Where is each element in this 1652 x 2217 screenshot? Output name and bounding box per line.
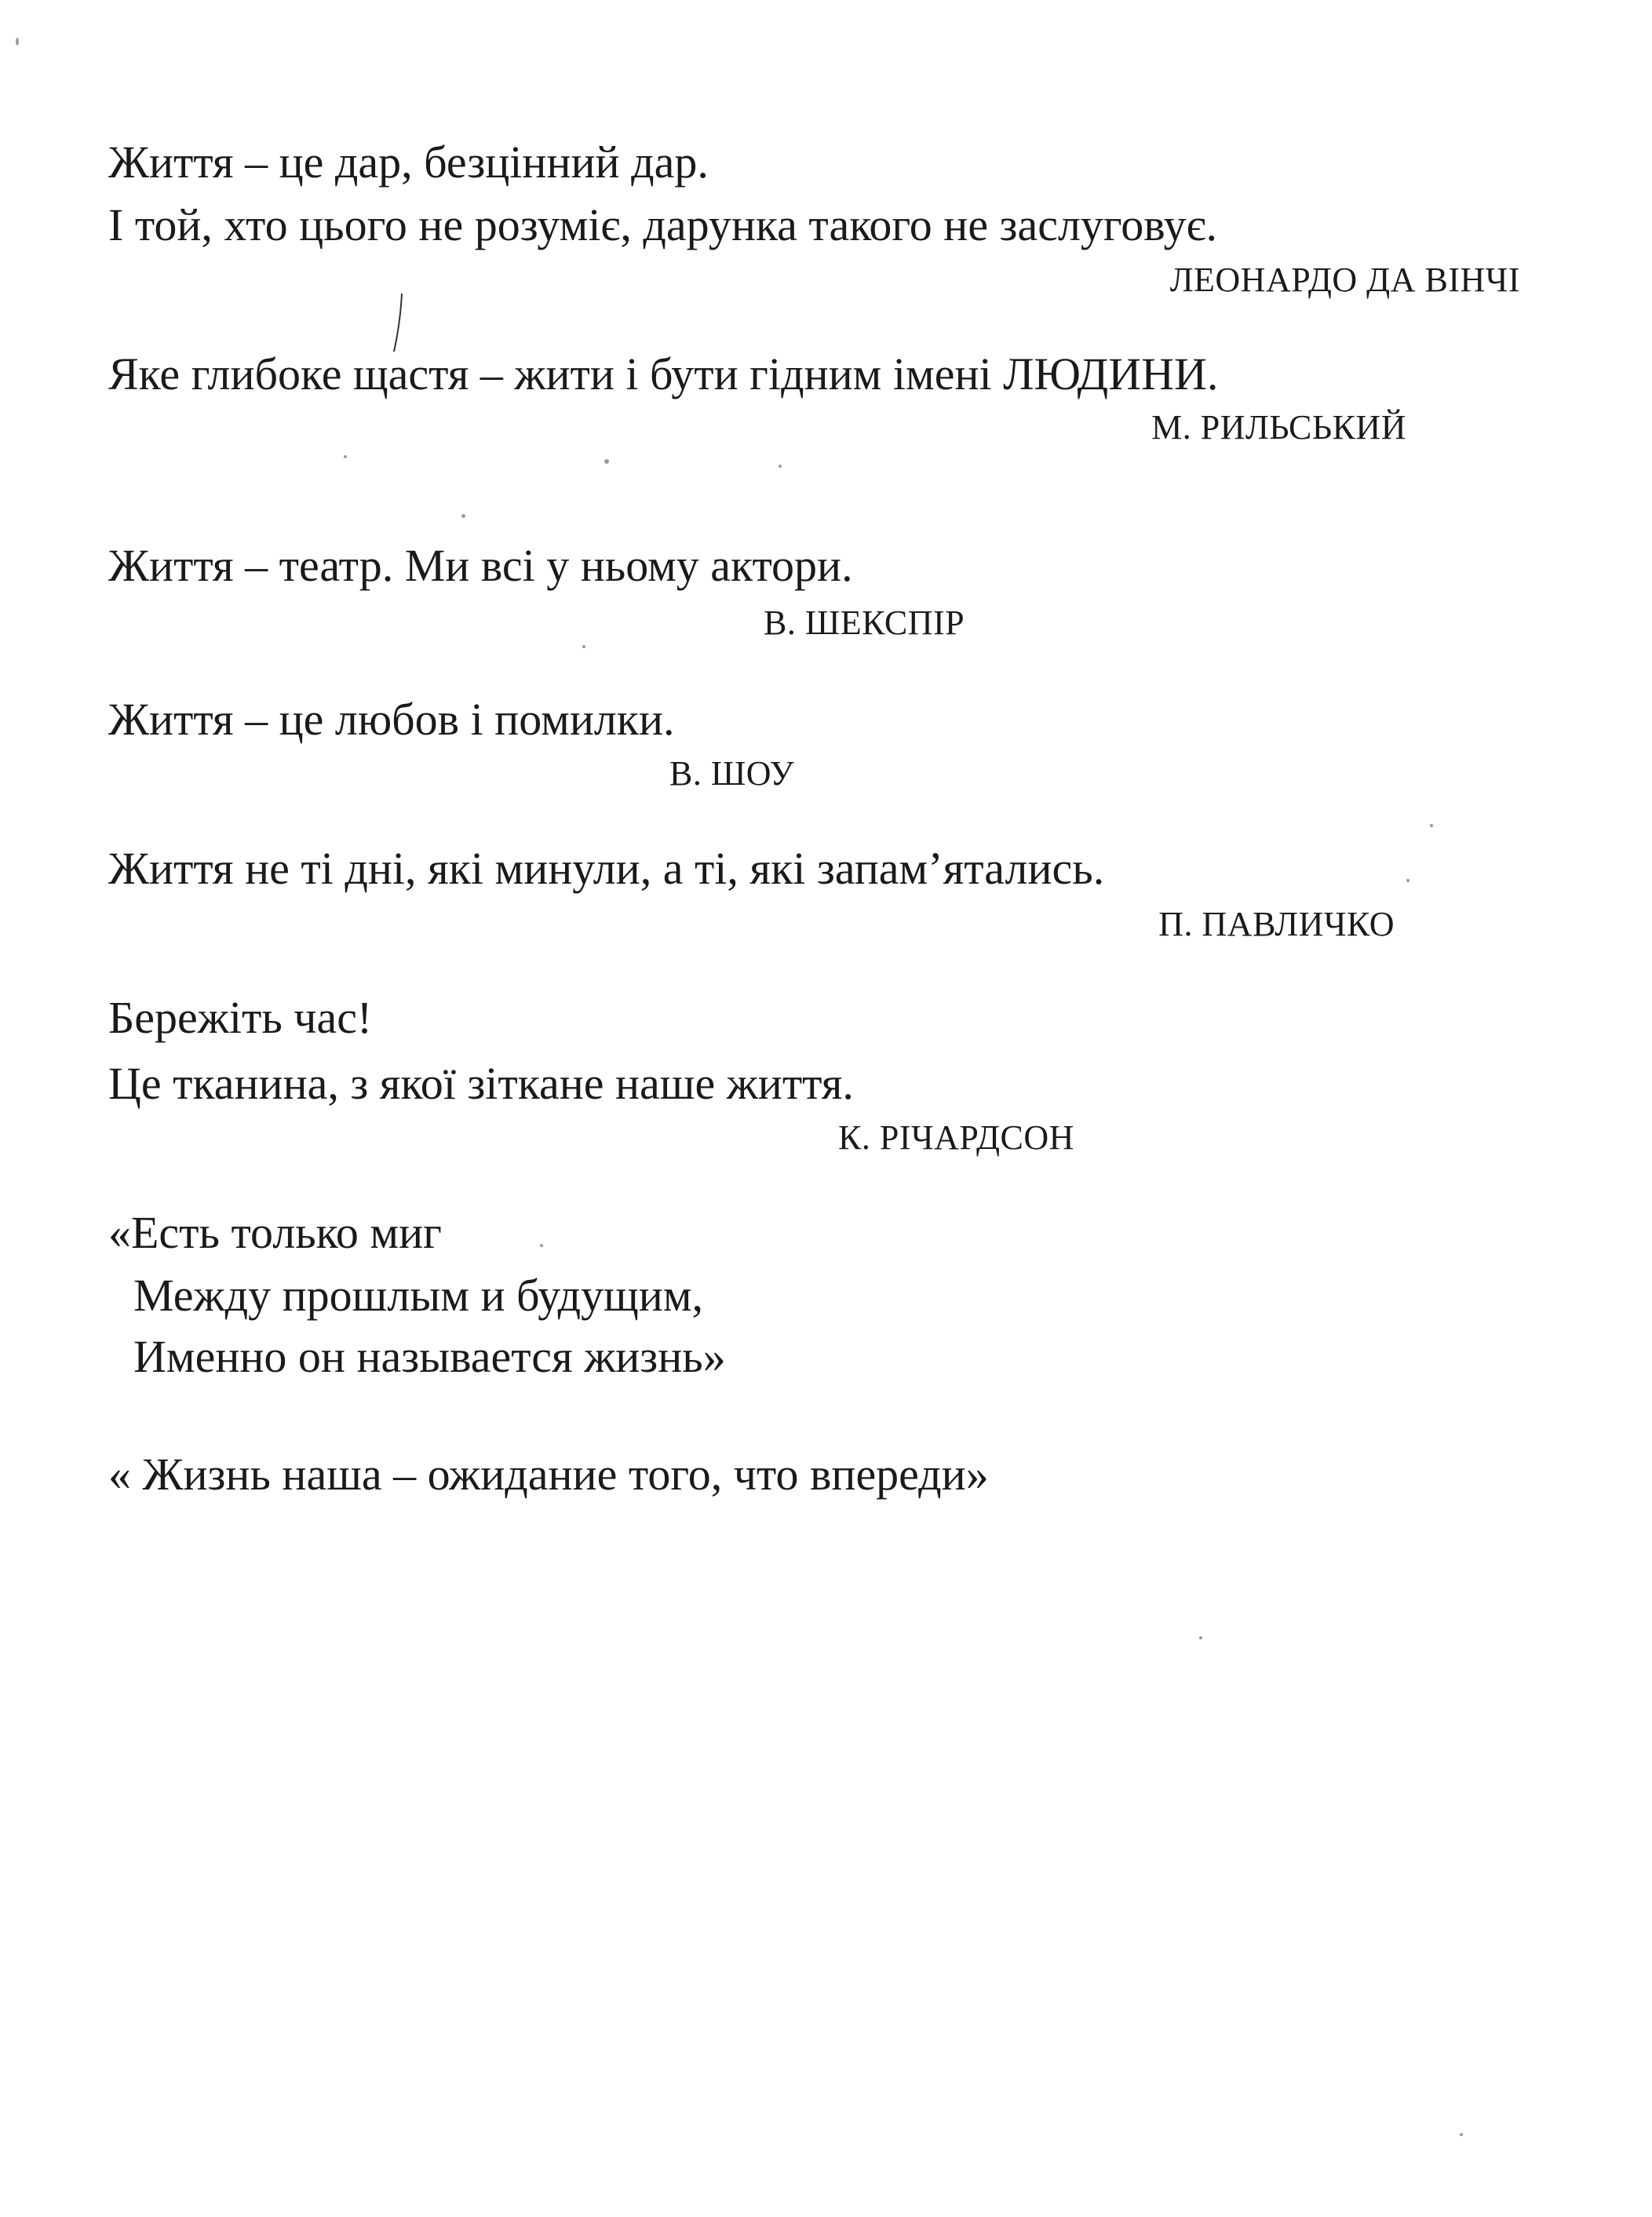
scan-speck — [779, 465, 782, 468]
scan-speck — [1406, 879, 1409, 882]
scan-speck — [461, 514, 465, 518]
scan-speck — [344, 455, 347, 458]
quote-3-line-1: Життя – театр. Ми всі у ньому актори. — [108, 540, 853, 591]
quote-1-author: ЛЕОНАРДО ДА ВІНЧІ — [1169, 261, 1520, 299]
scan-speck — [1199, 1636, 1202, 1639]
scan-speck — [1430, 824, 1433, 827]
quote-4-author: В. ШОУ — [669, 754, 795, 793]
quote-6-author: К. РІЧАРДСОН — [838, 1118, 1074, 1157]
quote-8-line-1: « Жизнь наша – ожидание того, что впереди» — [108, 1449, 989, 1500]
quote-4-line-1: Життя – це любов і помилки. — [108, 694, 675, 745]
quote-6-line-1: Бережіть час! — [108, 992, 373, 1043]
quote-2-line-1: Яке глибоке щастя – жити і бути гідним імені ЛЮДИНИ. — [108, 348, 1219, 399]
quote-7-line-3: Именно он называется жизнь» — [133, 1331, 726, 1382]
quote-7-line-1: «Есть только миг — [108, 1207, 442, 1258]
pen-mark — [391, 292, 407, 355]
quote-3-author: В. ШЕКСПІР — [764, 603, 965, 642]
quote-5-author: П. ПАВЛИЧКО — [1158, 905, 1395, 943]
quote-5-line-1: Життя не ті дні, які минули, а ті, які запам’ятались. — [108, 843, 1105, 894]
scan-speck — [604, 459, 609, 464]
quote-7-line-2: Между прошлым и будущим, — [133, 1270, 704, 1321]
scan-speck — [540, 1244, 543, 1247]
quote-2-author: М. РИЛЬСЬКИЙ — [1151, 408, 1406, 447]
scan-speck — [582, 645, 585, 648]
scan-speck — [16, 38, 19, 46]
quote-6-line-2: Це тканина, з якої зіткане наше життя. — [108, 1058, 854, 1109]
scan-speck — [1460, 2133, 1463, 2136]
quote-1-line-2: І той, хто цього не розуміє, дарунка такого не заслуговує. — [108, 199, 1218, 250]
quote-1-line-1: Життя – це дар, безцінний дар. — [108, 137, 709, 188]
